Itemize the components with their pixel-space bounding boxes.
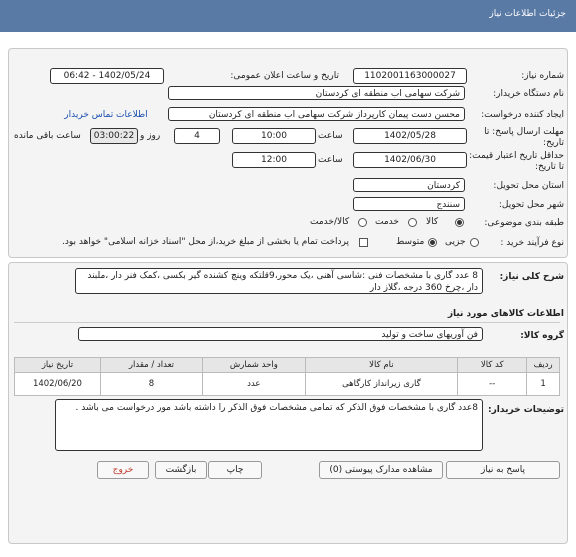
col-header-date: تاریخ نیاز bbox=[15, 358, 101, 373]
deadline-label: مهلت ارسال پاسخ: تا تاریخ: bbox=[484, 127, 564, 148]
remaining-time-field: 03:00:22 bbox=[90, 128, 138, 144]
cell-unit: عدد bbox=[203, 373, 306, 396]
goods-table-wrap bbox=[14, 357, 560, 396]
col-header-code: کد کالا bbox=[458, 358, 527, 373]
goods-table bbox=[14, 357, 560, 396]
category-option-service: خدمت bbox=[375, 217, 399, 227]
category-option-goods-service: کالا/خدمت bbox=[310, 217, 350, 227]
cell-date: 1402/06/20 bbox=[15, 373, 101, 396]
remaining-label: ساعت باقی مانده bbox=[14, 131, 81, 141]
view-documents-button[interactable]: مشاهده مدارک پیوستی (0) bbox=[319, 461, 443, 479]
process-radio-medium[interactable] bbox=[428, 238, 437, 247]
treasury-checkbox[interactable] bbox=[359, 238, 368, 247]
validity-time-label: ساعت bbox=[318, 155, 343, 165]
cell-qty: 8 bbox=[100, 373, 202, 396]
cell-index: 1 bbox=[527, 373, 560, 396]
table-row bbox=[15, 373, 560, 396]
process-radio-minor[interactable] bbox=[470, 238, 479, 247]
process-label: نوع فرآیند خرید : bbox=[500, 238, 564, 248]
category-radio-goods-service[interactable] bbox=[358, 218, 367, 227]
table-header-row bbox=[15, 358, 560, 373]
days-label: روز و bbox=[140, 131, 161, 141]
goods-info-title: اطلاعات کالاهای مورد نیاز bbox=[447, 309, 564, 319]
buyer-notes-field: 8عدد گاری با مشخصات فوق الذکر که تمامی مشخصات فوق الذکر را داشته باشد مور درخواست می باشد . bbox=[55, 399, 483, 451]
col-header-qty: تعداد / مقدار bbox=[100, 358, 202, 373]
goods-group-field: فن آوریهای ساخت و تولید bbox=[78, 327, 483, 341]
need-number-field: 1102001163000027 bbox=[353, 68, 467, 84]
print-button[interactable]: چاپ bbox=[208, 461, 262, 479]
days-field: 4 bbox=[174, 128, 220, 144]
city-label: شهر محل تحویل: bbox=[498, 200, 564, 210]
page-header bbox=[0, 0, 576, 32]
process-option-minor: جزیی bbox=[445, 237, 466, 247]
category-label: طبقه بندی موضوعی: bbox=[484, 218, 564, 228]
section-divider bbox=[14, 322, 560, 323]
city-field: سنندج bbox=[353, 197, 465, 211]
category-radio-service[interactable] bbox=[408, 218, 417, 227]
process-option-medium: متوسط bbox=[396, 237, 425, 247]
goods-group-label: گروه کالا: bbox=[520, 331, 564, 341]
contact-buyer-link[interactable]: اطلاعات تماس خریدار bbox=[64, 110, 148, 120]
exit-button[interactable]: خروج bbox=[97, 461, 149, 479]
summary-label: شرح کلی نیاز: bbox=[499, 272, 564, 282]
province-field: کردستان bbox=[353, 178, 465, 192]
treasury-note: پرداخت تمام یا بخشی از مبلغ خرید،از محل "اسناد خزانه اسلامی" خواهد بود. bbox=[62, 237, 350, 247]
buyer-org-field: شرکت سهامی اب منطقه ای کردستان bbox=[168, 86, 465, 100]
province-label: استان محل تحویل: bbox=[493, 181, 564, 191]
summary-field: 8 عدد گاری با مشخصات فنی :شاسی آهنی ،یک محور،9قلتکه وینچ کشنده گیر بکسی ،کمک فنر دار ،ملبند دار ،چرخ 360 درجه ،گلاز دار bbox=[75, 268, 483, 294]
creator-field: محسن دست پیمان کارپرداز شرکت سهامی اب منطقه ای کردستان bbox=[168, 107, 465, 121]
validity-label: حداقل تاریخ اعتبار قیمت: تا تاریخ: bbox=[469, 151, 564, 172]
buyer-org-label: نام دستگاه خریدار: bbox=[493, 89, 564, 99]
category-option-goods: کالا bbox=[426, 217, 439, 227]
announce-field: 1402/05/24 - 06:42 bbox=[50, 68, 164, 84]
col-header-unit: واحد شمارش bbox=[203, 358, 306, 373]
col-header-index: ردیف bbox=[527, 358, 560, 373]
announce-label: تاریخ و ساعت اعلان عمومی: bbox=[230, 71, 339, 81]
need-number-label: شماره نیاز: bbox=[521, 71, 564, 81]
deadline-time-label: ساعت bbox=[318, 131, 343, 141]
validity-date-field: 1402/06/30 bbox=[353, 152, 467, 168]
page-title: جزئیات اطلاعات نیاز bbox=[489, 9, 566, 19]
creator-label: ایجاد کننده درخواست: bbox=[481, 110, 564, 120]
col-header-name: نام کالا bbox=[305, 358, 458, 373]
buyer-notes-label: توضیحات خریدار: bbox=[488, 405, 564, 415]
back-button[interactable]: بازگشت bbox=[155, 461, 207, 479]
reply-button[interactable]: پاسخ به نیاز bbox=[446, 461, 560, 479]
deadline-time-field: 10:00 bbox=[232, 128, 316, 144]
category-radio-goods[interactable] bbox=[455, 218, 464, 227]
deadline-date-field: 1402/05/28 bbox=[353, 128, 467, 144]
validity-time-field: 12:00 bbox=[232, 152, 316, 168]
cell-name: گاری زیرانداز کارگاهی bbox=[305, 373, 458, 396]
cell-code: -- bbox=[458, 373, 527, 396]
